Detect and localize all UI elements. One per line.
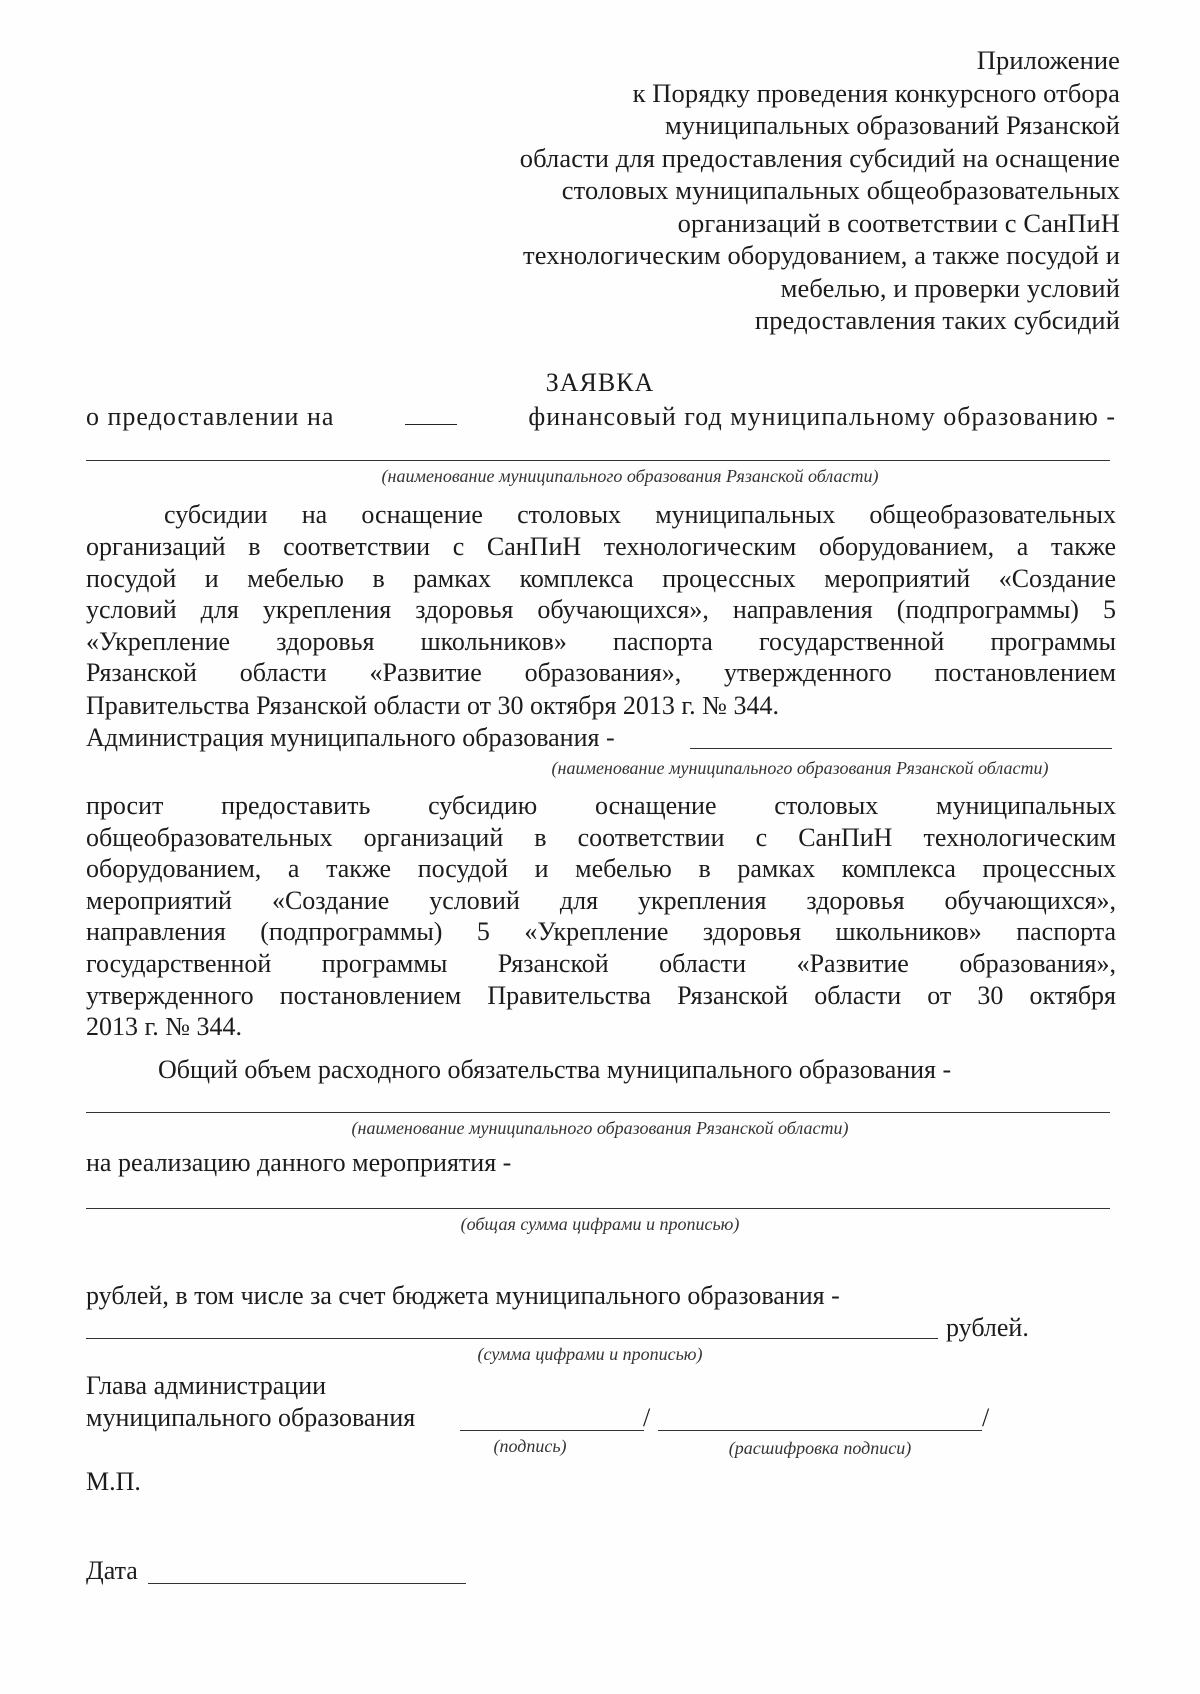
intro-line	[86, 402, 1116, 432]
signature-line[interactable]	[460, 1430, 644, 1431]
head-title-1: Глава администрации	[86, 1371, 327, 1400]
paragraph-1-line: Правительства Рязанской области от 30 октября 2013 г. № 344.	[86, 691, 779, 720]
municipality-caption-2: (наименование муниципального образования Рязанской области)	[551, 758, 1049, 778]
paragraph-2-line: утвержденного постановлением Правительства Рязанской области от 30 октября	[86, 981, 1116, 1010]
paragraph-1	[86, 499, 1116, 531]
signature-decoding-caption: (расшифровка подписи)	[728, 1438, 912, 1458]
appendix-header	[380, 44, 1120, 337]
date-line[interactable]	[148, 1583, 466, 1584]
header-line: мебелью, и проверки условий	[780, 272, 1120, 303]
paragraph-2-line: оборудованием, а также посудой и мебелью в рамках комплекса процессных	[86, 854, 1116, 883]
header-line: предоставления таких субсидий	[754, 305, 1120, 335]
paragraph-1-line: субсидии на оснащение столовых муниципальных общеобразовательных	[164, 500, 1116, 529]
paragraph-2-line: направления (подпрограммы) 5 «Укрепление здоровья школьников» паспорта	[86, 917, 1116, 946]
signature-caption: (подпись)	[493, 1436, 567, 1456]
paragraph-1-line: условий для укрепления здоровья обучающихся», направления (подпрограммы) 5	[86, 595, 1116, 624]
municipality-caption-1: (наименование муниципального образования Рязанской области)	[381, 466, 879, 486]
intro-part2: финансовый год муниципальному образованию -	[528, 402, 1116, 431]
paragraph-1-line: «Укрепление здоровья школьников» паспорта государственной программы	[86, 627, 1116, 656]
paragraph-2-line: 2013 г. № 344.	[86, 1012, 243, 1041]
rubles-including-line: рублей, в том числе за счет бюджета муниципального образования -	[86, 1281, 840, 1310]
header-line: организаций в соответствии с СанПиН	[677, 207, 1120, 238]
date-label: Дата	[86, 1556, 138, 1585]
paragraph-2-line: государственной программы Рязанской области «Развитие образования»,	[86, 949, 1116, 978]
budget-sum-line[interactable]	[86, 1338, 938, 1339]
signature-decoding-line[interactable]	[658, 1430, 982, 1431]
slash-separator: /	[982, 1403, 990, 1432]
total-sum-line[interactable]	[86, 1208, 1110, 1209]
admin-line: Администрация муниципального образования -	[86, 723, 615, 752]
intro-part1: о предоставлении на	[86, 402, 335, 431]
head-title-2: муниципального образования	[86, 1403, 416, 1432]
header-line: технологическим оборудованием, а также посудой и	[523, 240, 1120, 270]
sum-caption: (сумма цифрами и прописью)	[477, 1344, 703, 1364]
total-sum-caption: (общая сумма цифрами и прописью)	[460, 1214, 740, 1234]
municipality-caption-3: (наименование муниципального образования Рязанской области)	[351, 1118, 849, 1138]
paragraph-1-line: организаций в соответствии с СанПиН технологическим оборудованием, а также	[86, 532, 1116, 561]
header-line: Приложение	[976, 45, 1120, 75]
implementation-line: на реализацию данного мероприятия -	[86, 1148, 512, 1177]
fiscal-year-blank[interactable]	[405, 402, 457, 425]
paragraph-2-line: просит предоставить субсидию оснащение столовых муниципальных	[86, 791, 1116, 820]
slash-separator: /	[643, 1403, 651, 1432]
header-line: столовых муниципальных общеобразовательных	[561, 175, 1120, 205]
municipality-name-line-1[interactable]	[86, 460, 1110, 461]
rubles-end: рублей.	[946, 1313, 1029, 1342]
header-line: к Порядку проведения конкурсного отбора	[632, 77, 1120, 108]
total-obligation-line: Общий объем расходного обязательства муниципального образования -	[158, 1055, 952, 1084]
header-line: области для предоставления субсидий на оснащение	[519, 142, 1120, 173]
paragraph-2-line: общеобразовательных организаций в соответствии с СанПиН технологическим	[86, 823, 1116, 852]
municipality-name-line-3[interactable]	[86, 1112, 1110, 1113]
municipality-name-line-2[interactable]	[690, 748, 1112, 749]
header-line: муниципальных образований Рязанской	[664, 110, 1120, 140]
seal-label: М.П.	[86, 1467, 141, 1496]
paragraph-1-line: посудой и мебелью в рамках комплекса процессных мероприятий «Создание	[86, 564, 1116, 593]
paragraph-1-line: Рязанской области «Развитие образования», утвержденного постановлением	[86, 658, 1116, 687]
document-title: ЗАЯВКА	[545, 368, 655, 397]
paragraph-2-line: мероприятий «Создание условий для укрепления здоровья обучающихся»,	[86, 886, 1116, 915]
